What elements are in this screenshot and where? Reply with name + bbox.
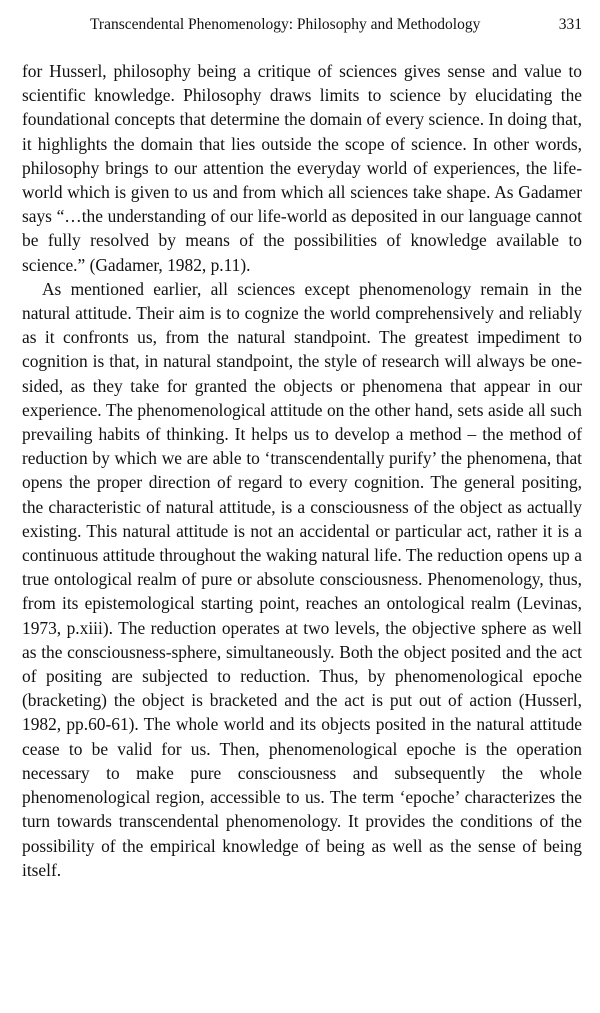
body-text	[22, 59, 582, 882]
paragraph-continued: for Husserl, philosophy being a critique of sciences gives sense and value to scientific knowledge. Philosophy draws limits to science by elucidating the foundational concepts that determine the domain of every science. In doing that, it highlights the domain that lies outside the scope of science. In other words, philosophy brings to our attention the everyday world of experiences, the life-world which is given to us and from which all sciences take shape. As Gadamer says “…the understanding of our life-world as deposited in our language cannot be fully resolved by means of the possibilities of knowledge available to science.” (Gadamer, 1982, p.11).	[22, 61, 582, 275]
running-header	[22, 10, 582, 40]
book-page	[22, 10, 582, 882]
page-number: 331	[558, 16, 582, 33]
running-title: Transcendental Phenomenology: Philosophy and Methodology	[90, 16, 481, 33]
paragraph-natural-attitude: As mentioned earlier, all sciences except phenomenology remain in the natural attitude. Their aim is to cognize the world comprehensively and reliably as it confronts us, from the natural standpoint. The greatest impediment to cognition is that, in natural standpoint, the style of research will always be one-sided, as they take for granted the objects or phenomena that appear in our experience. The phenomenological attitude on the other hand, sets aside all such prevailing habits of thinking. It helps us to develop a method – the method of reduction by which we are able to ‘transcendentally purify’ the phenomena, that opens the proper direction of regard to every cognition. The general positing, the characteristic of natural attitude, is a consciousness of the object as actually existing. This natural attitude is not an accidental or particular act, rather it is a continuous attitude throughout the waking natural life. The reduction opens up a true ontological realm of pure or absolute consciousness. Phenomenology, thus, from its epistemological starting point, reaches an ontological realm (Levinas, 1973, p.xiii). The reduction operates at two levels, the objective sphere as well as the consciousness-sphere, simultaneously. Both the object posited and the act of positing are subjected to reduction. Thus, by phenomenological epoche (bracketing) the object is bracketed and the act is put out of action (Husserl, 1982, pp.60-61). The whole world and its objects posited in the natural attitude cease to be valid for us. Then, phenomenological epoche is the operation necessary to make pure consciousness and subsequently the whole phenomenological region, accessible to us. The term ‘epoche’ characterizes the turn towards transcendental phenomenology. It provides the conditions of the possibility of the empirical knowledge of being as well as the sense of being itself.	[22, 278, 582, 880]
